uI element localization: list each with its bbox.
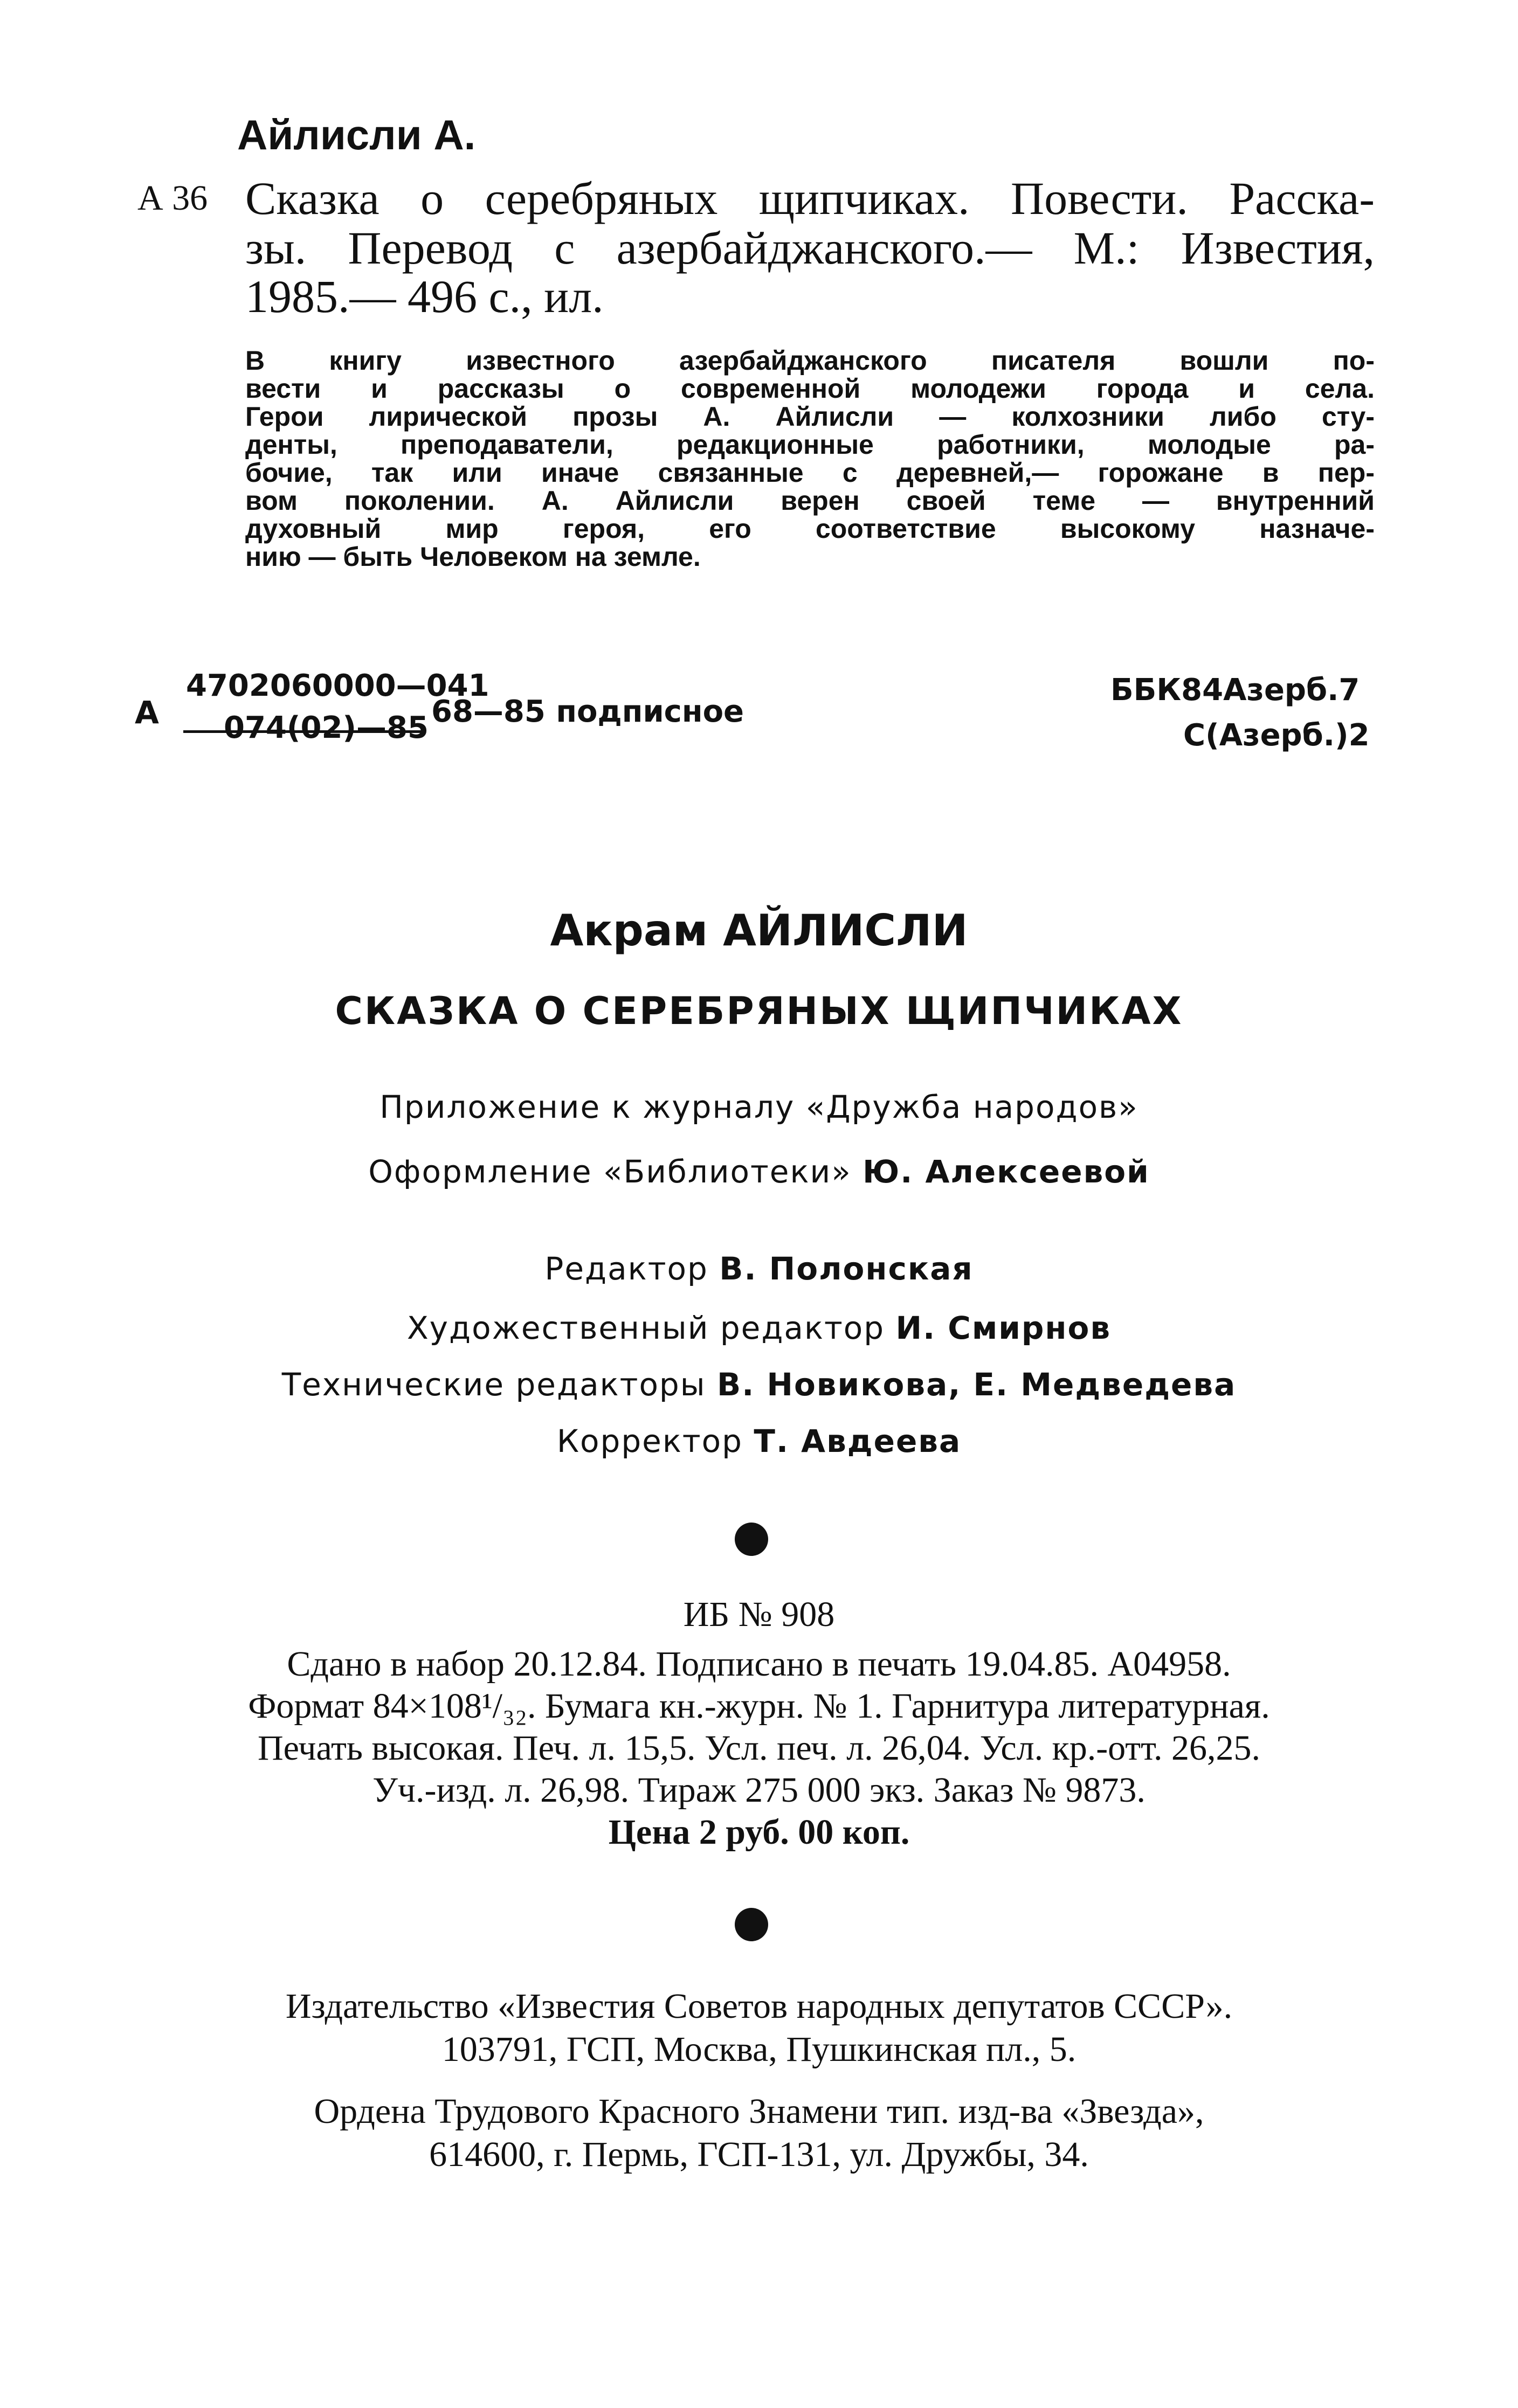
credit-line-proofreader	[0, 1423, 1518, 1459]
publisher-line: Издательство «Известия Советов народных депутатов СССР».	[285, 1987, 1233, 2026]
bullet-ornament	[735, 1523, 768, 1556]
bib-word: М.:	[1073, 222, 1140, 274]
annotation-line: бочие, так или иначе связанные с деревней,— горожане в пер-	[245, 458, 1375, 488]
bib-word: щипчиках.	[758, 172, 970, 224]
annotation-line: Герои лирической прозы А. Айлисли — колхозники либо сту-	[245, 402, 1375, 432]
index-letter: А	[135, 694, 159, 731]
bib-word: азербайджанского.—	[616, 222, 1032, 274]
catalog-code: А 36	[137, 178, 208, 218]
bib-word: Повести.	[1011, 172, 1188, 224]
bib-word: Перевод	[348, 222, 513, 274]
credit-role: Художественный редактор	[406, 1310, 885, 1346]
index-denominator: 074(02)—85	[224, 710, 429, 745]
bib-word: с	[554, 222, 575, 274]
bibliographic-line-3: 1985.— 496 с., ил.	[245, 271, 604, 322]
printer-address: 614600, г. Пермь, ГСП-131, ул. Дружбы, 34.	[429, 2135, 1089, 2174]
book-title: СКАЗКА О СЕРЕБРЯНЫХ ЩИПЧИКАХ	[335, 989, 1183, 1033]
credit-line-editor	[0, 1250, 1518, 1287]
credit-role: Корректор	[556, 1423, 743, 1459]
annotation-line: духовный мир героя, его соответствие высокому назначе-	[245, 514, 1375, 544]
annotation-line: вом поколении. А. Айлисли верен своей теме — внутренний	[245, 486, 1375, 516]
index-numerator: 4702060000—041	[186, 668, 489, 703]
printer-line: Ордена Трудового Красного Знамени тип. изд-ва «Звезда»,	[314, 2092, 1204, 2131]
credit-line-art-editor	[0, 1310, 1518, 1346]
imprint-line: Печать высокая. Печ. л. 15,5. Усл. печ. л. 26,04. Усл. кр.-отт. 26,25.	[257, 1728, 1261, 1768]
credit-name: И. Смирнов	[895, 1310, 1112, 1346]
bibliographic-line-1	[245, 171, 1375, 225]
annotation-line: нию — быть Человеком на земле.	[245, 542, 701, 572]
bib-word: зы.	[245, 222, 307, 274]
annotation-line: В книгу известного азербайджанского писателя вошли по-	[245, 345, 1375, 376]
publisher-address: 103791, ГСП, Москва, Пушкинская пл., 5.	[441, 2030, 1077, 2069]
catalog-author-heading: Айлисли А.	[237, 111, 476, 158]
bib-word: Расска-	[1229, 172, 1375, 224]
design-line	[0, 1153, 1518, 1190]
credit-name: В. Новикова, Е. Медведева	[716, 1366, 1237, 1403]
credit-name: В. Полонская	[719, 1250, 974, 1287]
credit-name: Т. Авдеева	[754, 1423, 962, 1459]
bbk-code: ББК84Азерб.7	[1110, 673, 1360, 708]
book-author: Акрам АЙЛИСЛИ	[550, 905, 968, 956]
annotation-line: вести и рассказы о современной молодежи города и села.	[245, 373, 1375, 404]
design-label: Оформление «Библиотеки»	[368, 1153, 852, 1190]
credit-role: Технические редакторы	[281, 1366, 706, 1403]
imprint-line: Сдано в набор 20.12.84. Подписано в печать 19.04.85. А04958.	[287, 1644, 1231, 1684]
ib-number: ИБ № 908	[683, 1595, 835, 1634]
imprint-line: Формат 84×108¹/₃₂. Бумага кн.-журн. № 1. Гарнитура литературная.	[248, 1686, 1270, 1726]
bib-word: Известия,	[1181, 222, 1375, 274]
credit-line-tech-editors	[0, 1366, 1518, 1403]
bbk-code-2: С(Азерб.)2	[1183, 718, 1370, 753]
annotation-line: денты, преподаватели, редакционные работники, молодые ра-	[245, 430, 1375, 460]
supplement-line: Приложение к журналу «Дружба народов»	[380, 1089, 1138, 1125]
design-name: Ю. Алексеевой	[862, 1153, 1150, 1190]
imprint-line: Уч.-изд. л. 26,98. Тираж 275 000 экз. Заказ № 9873.	[372, 1770, 1146, 1810]
price-line: Цена 2 руб. 00 коп.	[608, 1812, 910, 1852]
bullet-ornament	[735, 1908, 768, 1941]
bib-word: серебряных	[485, 172, 718, 224]
bib-word: о	[420, 172, 444, 224]
bibliographic-line-2	[245, 221, 1375, 275]
subscription-note: 68—85 подписное	[431, 694, 744, 729]
credit-role: Редактор	[544, 1250, 708, 1287]
bib-word: Сказка	[245, 172, 380, 224]
